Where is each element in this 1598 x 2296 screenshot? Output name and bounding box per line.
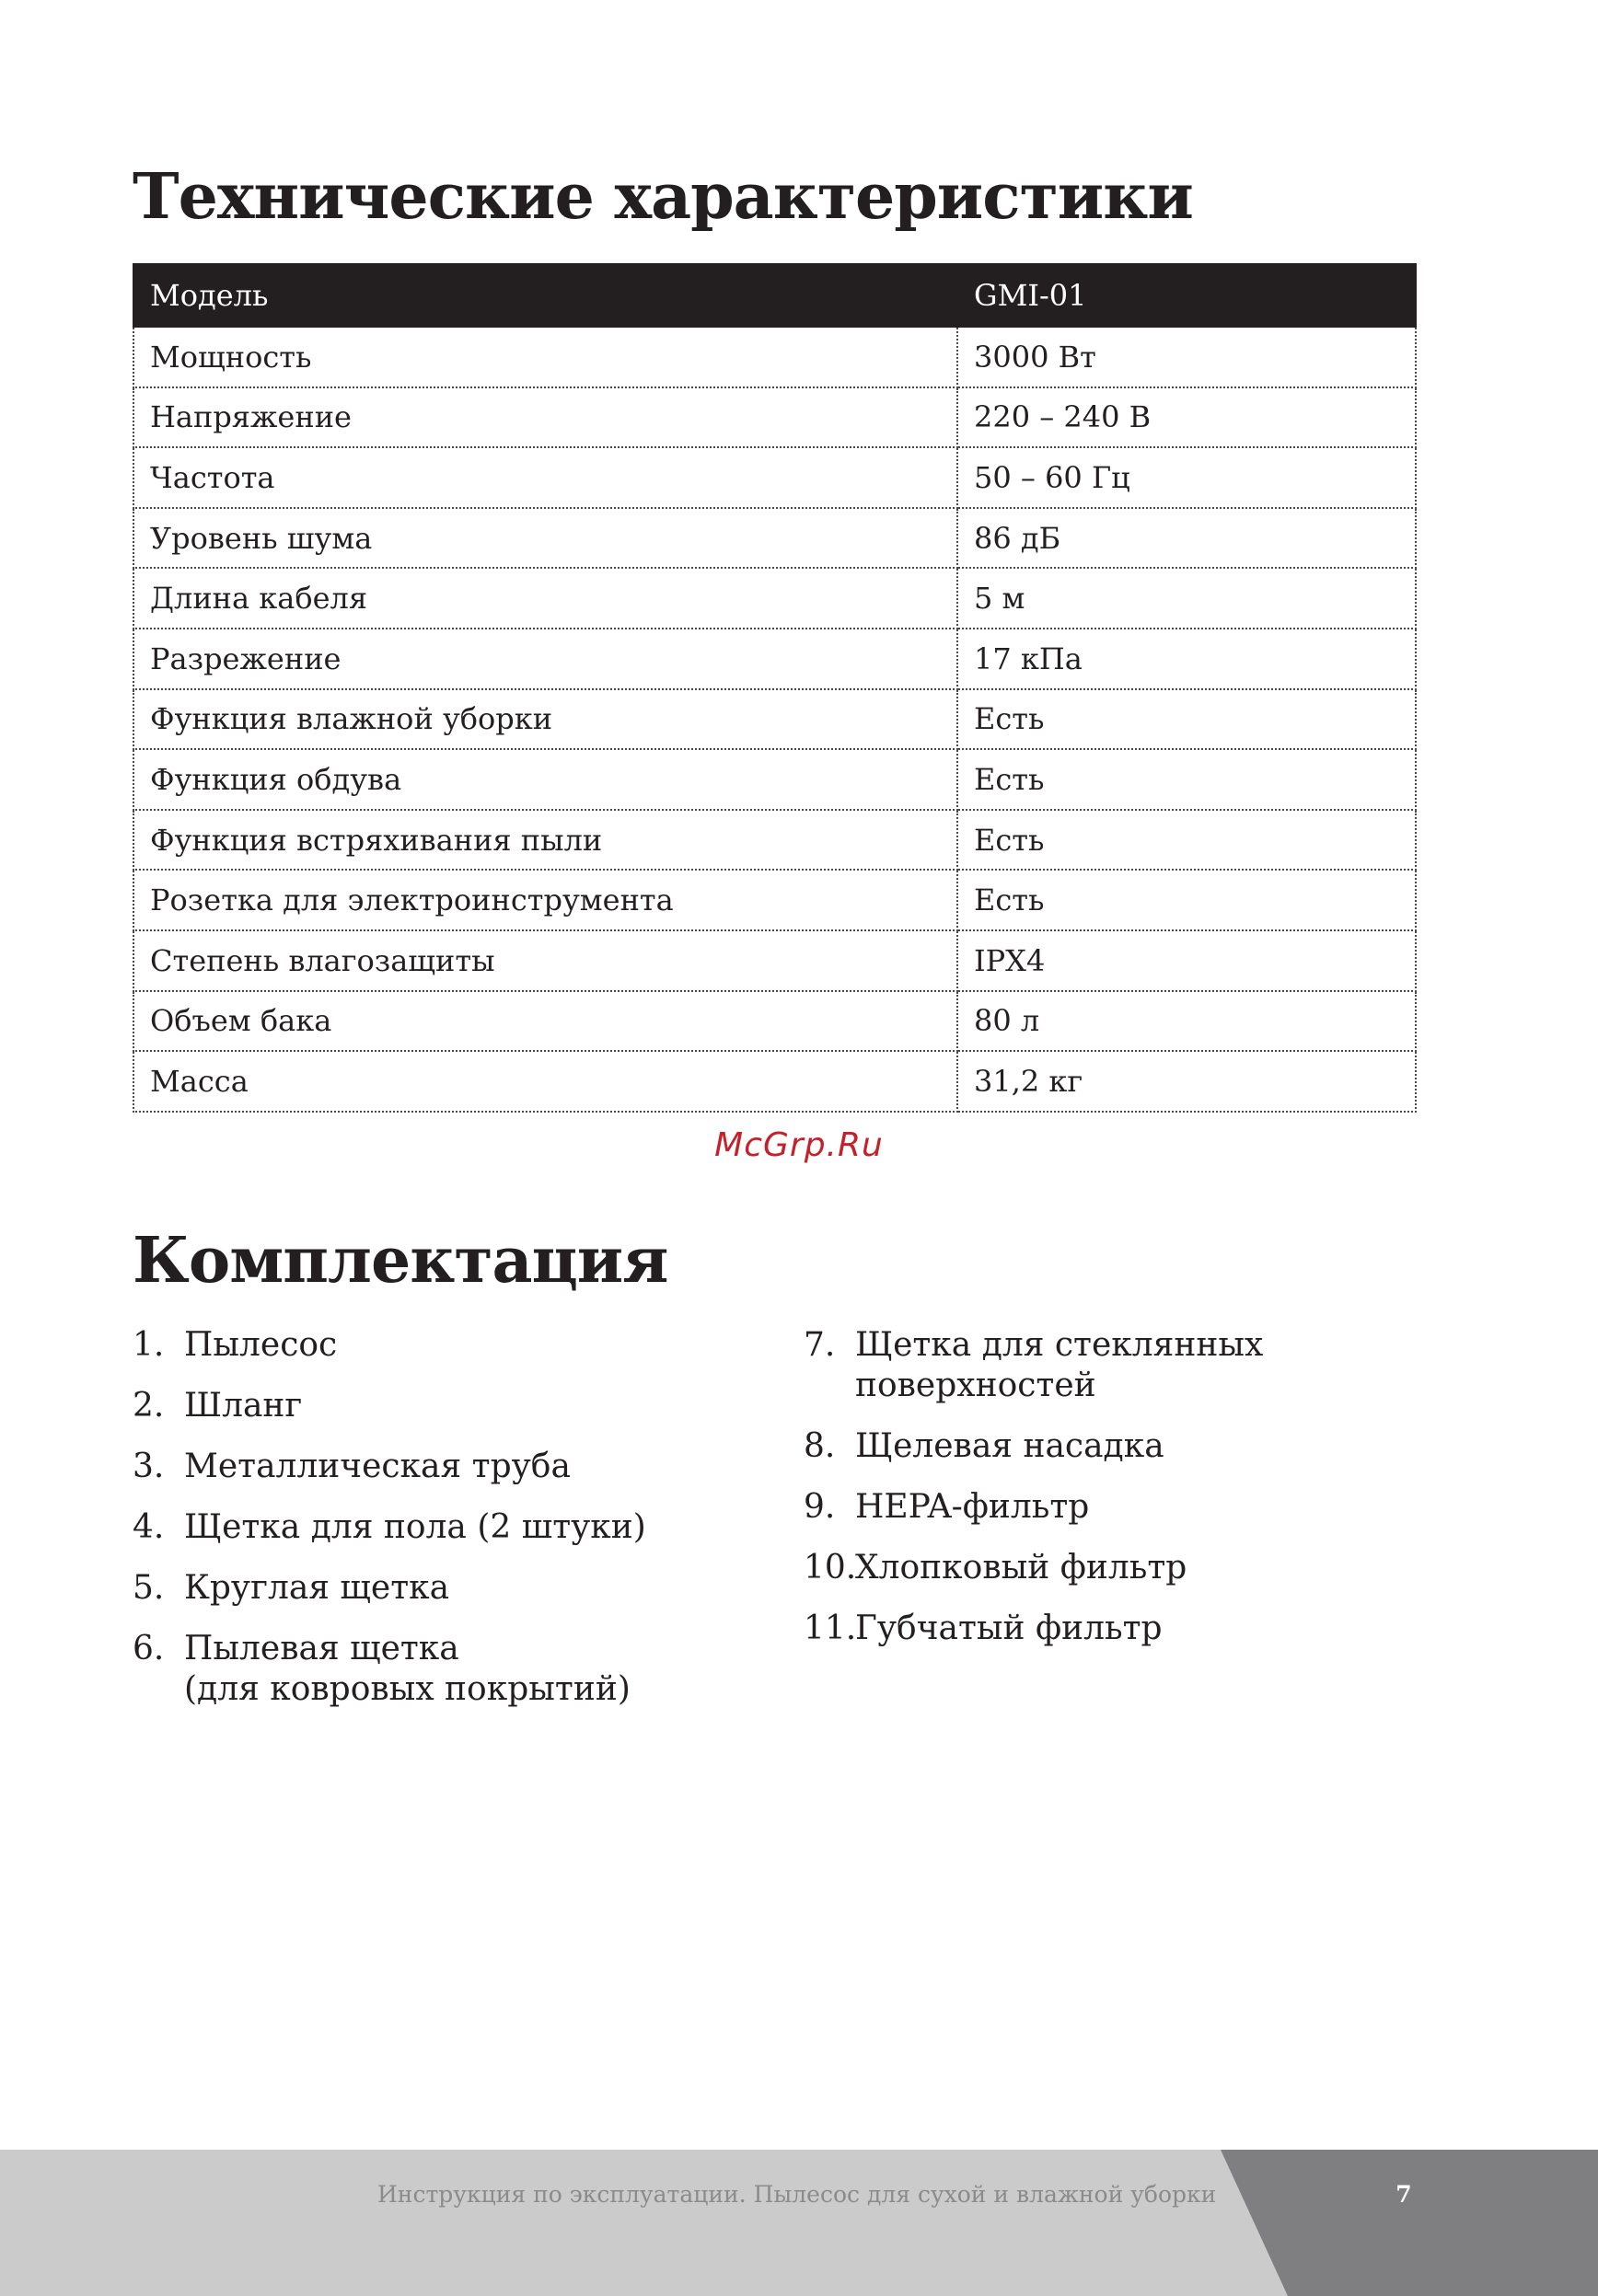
- specs-row: [133, 387, 1416, 448]
- kit-item-number: 1.: [133, 1326, 165, 1364]
- footer-page-tab: [1221, 2150, 1598, 2296]
- kit-list-item: [133, 1386, 777, 1426]
- specs-row: [133, 1051, 1416, 1112]
- specs-row: [133, 930, 1416, 991]
- specs-row-value: Есть: [957, 870, 1416, 930]
- footer-title: Инструкция по эксплуатации. Пылесос для сухой и влажной уборки: [377, 2181, 1217, 2208]
- kit-item-text: (для ковровых покрытий): [184, 1670, 631, 1708]
- specs-row-label: Функция влажной уборки: [133, 689, 957, 750]
- specs-row-label: Степень влагозащиты: [133, 930, 957, 991]
- specs-row-value: 80 л: [957, 991, 1416, 1052]
- kit-item-text: поверхностей: [855, 1367, 1096, 1404]
- kit-list-item: [133, 1629, 777, 1710]
- kit-item-number: 10.: [804, 1549, 857, 1586]
- kit-item-number: 4.: [133, 1508, 165, 1546]
- specs-header-label: Модель: [133, 264, 957, 327]
- footer: [0, 2150, 1598, 2296]
- kit-item-text: Металлическая труба: [184, 1448, 571, 1485]
- kit-list-item: [804, 1609, 1448, 1649]
- kit-list-column-2: [804, 1325, 1448, 1669]
- kit-item-number: 9.: [804, 1488, 836, 1526]
- specs-row-label: Уровень шума: [133, 508, 957, 569]
- specs-row: [133, 629, 1416, 689]
- specs-row-value: 3000 Вт: [957, 327, 1416, 387]
- kit-item-number: 2.: [133, 1387, 165, 1425]
- specs-row-label: Напряжение: [133, 387, 957, 448]
- kit-title: Комплектация: [133, 1224, 668, 1298]
- specs-row-value: 50 – 60 Гц: [957, 447, 1416, 508]
- specs-row-label: Масса: [133, 1051, 957, 1112]
- kit-list-item: [133, 1325, 777, 1366]
- specs-row-label: Частота: [133, 447, 957, 508]
- specs-row-value: 220 – 240 В: [957, 387, 1416, 448]
- kit-list-item: [804, 1426, 1448, 1467]
- specs-row: [133, 327, 1416, 387]
- kit-item-number: 5.: [133, 1569, 165, 1607]
- specs-header-row: [133, 264, 1416, 327]
- specs-row-label: Розетка для электроинструмента: [133, 870, 957, 930]
- specs-row-value: IPX4: [957, 930, 1416, 991]
- kit-list-column-1: [133, 1325, 777, 1730]
- specs-row: [133, 870, 1416, 930]
- kit-item-text: Щетка для стеклянных: [855, 1326, 1264, 1364]
- specs-row: [133, 810, 1416, 871]
- kit-list-item: [133, 1447, 777, 1487]
- watermark: McGrp.Ru: [714, 1126, 884, 1164]
- kit-item-text: Хлопковый фильтр: [855, 1549, 1187, 1586]
- specs-row-value: Есть: [957, 689, 1416, 750]
- kit-item-text: Шланг: [184, 1387, 303, 1425]
- specs-row-label: Длина кабеля: [133, 568, 957, 629]
- kit-item-text: HEPA-фильтр: [855, 1488, 1090, 1526]
- kit-list-item: [804, 1325, 1448, 1406]
- kit-item-number: 3.: [133, 1448, 165, 1485]
- specs-row-value: Есть: [957, 749, 1416, 810]
- specs-row-label: Мощность: [133, 327, 957, 387]
- specs-row-label: Разрежение: [133, 629, 957, 689]
- kit-item-text: Пылевая щетка: [184, 1630, 459, 1667]
- kit-item-text: Щелевая насадка: [855, 1427, 1164, 1465]
- specs-row: [133, 749, 1416, 810]
- specs-row: [133, 568, 1416, 629]
- specs-header-value: GMI-01: [957, 264, 1416, 327]
- kit-item-number: 7.: [804, 1326, 836, 1364]
- kit-item-text: Щетка для пола (2 штуки): [184, 1508, 646, 1546]
- specs-title: Технические характеристики: [133, 160, 1193, 234]
- specs-row-value: 5 м: [957, 568, 1416, 629]
- specs-row-value: 86 дБ: [957, 508, 1416, 569]
- kit-item-text: Пылесос: [184, 1326, 338, 1364]
- kit-list-item: [133, 1568, 777, 1609]
- specs-row: [133, 689, 1416, 750]
- specs-row: [133, 447, 1416, 508]
- specs-row-label: Функция встряхивания пыли: [133, 810, 957, 871]
- specs-row-value: Есть: [957, 810, 1416, 871]
- specs-row-value: 31,2 кг: [957, 1051, 1416, 1112]
- kit-item-text: Губчатый фильтр: [855, 1610, 1163, 1647]
- kit-list-item: [804, 1548, 1448, 1588]
- kit-item-number: 6.: [133, 1630, 165, 1667]
- kit-item-number: 11.: [804, 1610, 857, 1647]
- specs-table: [133, 263, 1417, 1113]
- kit-item-number: 8.: [804, 1427, 836, 1465]
- kit-item-text: Круглая щетка: [184, 1569, 450, 1607]
- specs-row-value: 17 кПа: [957, 629, 1416, 689]
- specs-row: [133, 508, 1416, 569]
- specs-row: [133, 991, 1416, 1052]
- page-number: 7: [1395, 2181, 1412, 2208]
- specs-row-label: Объем бака: [133, 991, 957, 1052]
- kit-list-item: [804, 1487, 1448, 1528]
- kit-list-item: [133, 1507, 777, 1548]
- specs-row-label: Функция обдува: [133, 749, 957, 810]
